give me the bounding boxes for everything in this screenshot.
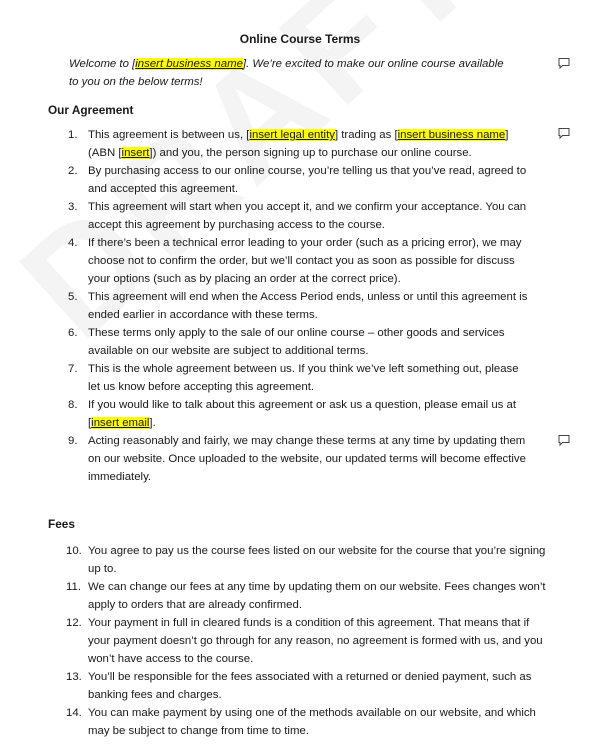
section-heading-our-agreement: Our Agreement bbox=[48, 103, 134, 117]
comment-icon[interactable] bbox=[558, 434, 570, 446]
item-text: This agreement will start when you accept it, and we confirm your acceptance. You can accept this agreement by purchasing access to the course. bbox=[88, 201, 527, 231]
item-number: 13. bbox=[66, 671, 82, 683]
intro-text-post: . We’re excited to make our online course available to you on the below terms! bbox=[69, 58, 504, 88]
list-item bbox=[68, 324, 533, 360]
item-text: This agreement will end when the Access Period ends, unless or until this agreement is ended earlier in accordance with these terms. bbox=[88, 291, 528, 321]
placeholder-abn[interactable]: insert bbox=[121, 147, 150, 159]
item-number: 6. bbox=[68, 327, 78, 339]
list-item bbox=[68, 432, 533, 486]
item-number: 4. bbox=[68, 237, 78, 249]
list-item bbox=[68, 396, 533, 432]
list-item bbox=[68, 360, 533, 396]
item-number: 3. bbox=[68, 201, 78, 213]
intro-text-pre: Welcome to bbox=[69, 58, 133, 70]
comment-icon[interactable] bbox=[558, 127, 570, 139]
item-number: 10. bbox=[66, 545, 82, 557]
item-text: If you would like to talk about this agreement or ask us a question, please email us at [ bbox=[88, 399, 517, 429]
placeholder-business-name[interactable]: insert business name bbox=[397, 129, 506, 141]
comment-icon[interactable] bbox=[558, 57, 570, 69]
item-number: 12. bbox=[66, 617, 82, 629]
list-item bbox=[68, 578, 548, 614]
list-item bbox=[68, 162, 533, 198]
list-item bbox=[68, 234, 533, 288]
page-title: Online Course Terms bbox=[239, 32, 361, 46]
intro-bracket-close: ] bbox=[242, 58, 247, 70]
item-text: You agree to pay us the course fees listed on our website for the course that you’re signing up to. bbox=[88, 545, 546, 575]
item-number: 7. bbox=[68, 363, 78, 375]
item-text: ]. bbox=[149, 417, 156, 429]
fees-list bbox=[68, 542, 548, 740]
item-text: If there’s been a technical error leading to your order (such as a pricing error), we may choose not to confirm the order, but we’ll contact you as soon as possible for discuss your options (such as by placing an order at the correct price). bbox=[88, 237, 522, 285]
item-text: Your payment in full in cleared funds is a condition of this agreement. That means that if your payment doesn’t go through for any reason, no agreement is formed with us, and you won’t have access to the course. bbox=[88, 617, 543, 665]
item-number: 5. bbox=[68, 291, 78, 303]
item-text: We can change our fees at any time by updating them on our website. Fees changes won’t apply to orders that are already confirmed. bbox=[88, 581, 546, 611]
item-text: ] (ABN [ bbox=[88, 129, 509, 159]
list-item bbox=[68, 668, 548, 704]
item-text: This is the whole agreement between us. If you think we’ve left something out, please let us know before accepting this agreement. bbox=[88, 363, 519, 393]
placeholder-email[interactable]: insert email bbox=[91, 417, 150, 429]
item-text: You’ll be responsible for the fees associated with a returned or denied payment, such as banking fees and charges. bbox=[88, 671, 532, 701]
item-text: Acting reasonably and fairly, we may change these terms at any time by updating them on our website. Once uploaded to the website, our updated terms will become effective immediately. bbox=[88, 435, 526, 483]
list-item bbox=[68, 126, 533, 162]
item-number: 1. bbox=[68, 129, 78, 141]
list-item bbox=[68, 198, 533, 234]
item-text: ] trading as [ bbox=[334, 129, 398, 141]
item-number: 8. bbox=[68, 399, 78, 411]
section-heading-fees: Fees bbox=[48, 517, 75, 531]
item-number: 2. bbox=[68, 165, 78, 177]
list-item bbox=[68, 542, 548, 578]
item-number: 11. bbox=[66, 581, 81, 593]
agreement-list bbox=[68, 126, 533, 486]
item-text: By purchasing access to our online course, you’re telling us that you’ve read, agreed to and accepted this agreement. bbox=[88, 165, 527, 195]
placeholder-business-name[interactable]: insert business name bbox=[135, 58, 243, 70]
intro-bracket-open: [ bbox=[132, 58, 136, 70]
item-number: 9. bbox=[68, 435, 78, 447]
item-number: 14. bbox=[66, 707, 82, 719]
list-item bbox=[68, 288, 533, 324]
list-item bbox=[68, 704, 548, 740]
placeholder-legal-entity[interactable]: insert legal entity bbox=[249, 129, 335, 141]
intro-paragraph bbox=[69, 55, 509, 91]
item-text: This agreement is between us, [ bbox=[88, 129, 250, 141]
item-text: You can make payment by using one of the methods available on our website, and which may be subject to change from time to time. bbox=[88, 707, 536, 737]
item-text: ]) and you, the person signing up to purchase our online course. bbox=[149, 147, 472, 159]
list-item bbox=[68, 614, 548, 668]
item-text: These terms only apply to the sale of our online course – other goods and services available on our website are subject to additional terms. bbox=[88, 327, 505, 357]
